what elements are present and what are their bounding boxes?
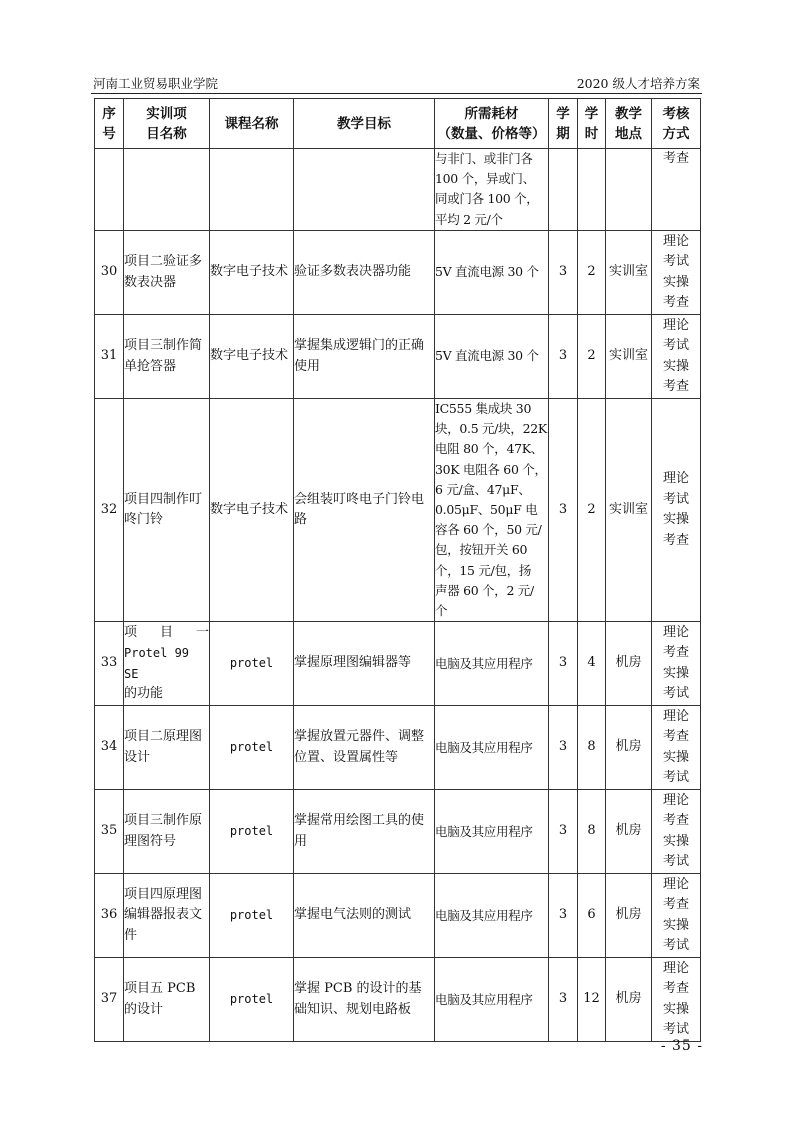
cell-hours [578,149,606,231]
table-row [95,958,701,1042]
cell-course: 数字电子技术 [210,231,294,315]
cell-project [124,149,210,231]
cell-course: protel [210,622,294,706]
cell-project: 项目三制作原理图符号 [124,790,210,874]
cell-hours: 2 [578,315,606,399]
cell-project: 项 目 一 Protel 99 SE 的功能 [124,622,210,706]
col-header-goal: 教学目标 [294,99,435,149]
cell-term: 3 [549,399,578,622]
cell-term: 3 [549,790,578,874]
cell-hours: 2 [578,399,606,622]
cell-project: 项目二原理图设计 [124,706,210,790]
table-row [95,149,701,231]
cell-term [549,149,578,231]
cell-no: 31 [95,315,124,399]
cell-course: protel [210,958,294,1042]
cell-project: 项目四原理图编辑器报表文件 [124,874,210,958]
cell-course: 数字电子技术 [210,315,294,399]
cell-materials: 电脑及其应用程序 [435,958,549,1042]
plan-title: 2020 级人才培养方案 [576,76,700,91]
col-header-no: 序 号 [95,99,124,149]
cell-location: 实训室 [606,399,652,622]
cell-hours: 6 [578,874,606,958]
cell-materials: 电脑及其应用程序 [435,622,549,706]
cell-term: 3 [549,706,578,790]
cell-exam: 理论 考查 实操 考试 [652,706,701,790]
table-row [95,315,701,399]
cell-materials: IC555 集成块 30 块，0.5 元/块，22K 电阻 80 个，47K、 30K 电阻各 60 个， 6 元/盒、47μF、 0.05μF、50μF 电 容各 60 个，50 元/ 包，按钮开关 60 个，15 元/包，扬 声器 60 个，2 元/ 个 [435,399,549,622]
cell-goal: 掌握电气法则的测试 [294,874,435,958]
cell-term: 3 [549,958,578,1042]
cell-term: 3 [549,622,578,706]
cell-hours: 2 [578,231,606,315]
col-header-exam: 考核 方式 [652,99,701,149]
table-row [95,399,701,622]
training-projects-table [94,98,701,1042]
cell-materials: 电脑及其应用程序 [435,706,549,790]
cell-goal [294,149,435,231]
page-number: - 35 - [660,1038,703,1054]
table-row [95,231,701,315]
table-row [95,790,701,874]
cell-course: protel [210,874,294,958]
cell-hours: 8 [578,790,606,874]
col-header-hours: 学 时 [578,99,606,149]
cell-exam: 理论 考试 实操 考查 [652,315,701,399]
page-header [91,74,702,92]
cell-term: 3 [549,874,578,958]
table-header-row [95,99,701,149]
cell-hours: 4 [578,622,606,706]
table-row [95,874,701,958]
cell-exam: 理论 考查 实操 考试 [652,790,701,874]
cell-term: 3 [549,315,578,399]
cell-project: 项目五 PCB 的设计 [124,958,210,1042]
cell-materials: 与非门、或非门各 100 个，异或门、 同或门各 100 个， 平均 2 元/个 [435,149,549,231]
col-header-course: 课程名称 [210,99,294,149]
cell-no [95,149,124,231]
cell-exam: 理论 考查 实操 考试 [652,958,701,1042]
cell-goal: 掌握放置元器件、调整位置、设置属性等 [294,706,435,790]
cell-course: protel [210,790,294,874]
cell-course [210,149,294,231]
cell-term: 3 [549,231,578,315]
header-rule [91,93,702,94]
cell-no: 35 [95,790,124,874]
cell-course: protel [210,706,294,790]
col-header-term: 学 期 [549,99,578,149]
cell-goal: 掌握集成逻辑门的正确使用 [294,315,435,399]
cell-no: 30 [95,231,124,315]
col-header-project: 实训项 目名称 [124,99,210,149]
cell-location [606,149,652,231]
cell-materials: 电脑及其应用程序 [435,790,549,874]
cell-location: 机房 [606,622,652,706]
cell-no: 36 [95,874,124,958]
cell-goal: 会组装叮咚电子门铃电路 [294,399,435,622]
cell-location: 机房 [606,790,652,874]
cell-exam: 理论 考试 实操 考查 [652,399,701,622]
cell-exam: 理论 考试 实操 考查 [652,231,701,315]
cell-materials: 电脑及其应用程序 [435,874,549,958]
cell-location: 实训室 [606,231,652,315]
cell-goal: 掌握常用绘图工具的使用 [294,790,435,874]
cell-project: 项目四制作叮咚门铃 [124,399,210,622]
cell-location: 机房 [606,874,652,958]
institution-name: 河南工业贸易职业学院 [93,76,219,91]
cell-goal: 验证多数表决器功能 [294,231,435,315]
cell-exam: 理论 考查 实操 考试 [652,622,701,706]
cell-materials: 5V 直流电源 30 个 [435,231,549,315]
cell-goal: 掌握原理图编辑器等 [294,622,435,706]
cell-no: 34 [95,706,124,790]
col-header-location: 教学 地点 [606,99,652,149]
cell-project: 项目三制作简单抢答器 [124,315,210,399]
table-row [95,622,701,706]
cell-exam: 考查 [652,149,701,231]
col-header-materials: 所需耗材 （数量、价格等） [435,99,549,149]
cell-no: 33 [95,622,124,706]
cell-hours: 12 [578,958,606,1042]
cell-project: 项目二验证多数表决器 [124,231,210,315]
cell-location: 机房 [606,706,652,790]
cell-exam: 理论 考查 实操 考试 [652,874,701,958]
cell-no: 32 [95,399,124,622]
cell-no: 37 [95,958,124,1042]
cell-goal: 掌握 PCB 的设计的基础知识、规划电路板 [294,958,435,1042]
cell-location: 实训室 [606,315,652,399]
cell-hours: 8 [578,706,606,790]
cell-location: 机房 [606,958,652,1042]
cell-course: 数字电子技术 [210,399,294,622]
cell-materials: 5V 直流电源 30 个 [435,315,549,399]
table-row [95,706,701,790]
